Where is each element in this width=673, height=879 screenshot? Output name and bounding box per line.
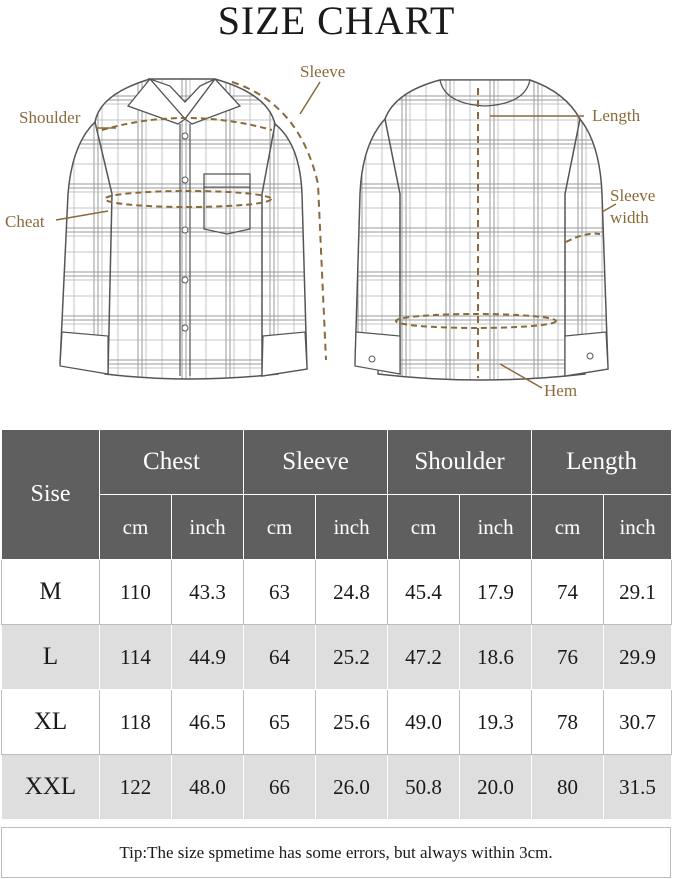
chest-header: Chest	[100, 430, 244, 495]
table-cell: 76	[532, 625, 604, 690]
shirt-diagram	[0, 44, 673, 404]
table-cell: 29.9	[604, 625, 672, 690]
table-cell: 122	[100, 755, 172, 820]
table-cell: 78	[532, 690, 604, 755]
table-cell: 114	[100, 625, 172, 690]
sleeve-header: Sleeve	[244, 430, 388, 495]
table-cell: 31.5	[604, 755, 672, 820]
shoulder-callout: Shoulder	[19, 108, 81, 127]
table-header-row	[2, 430, 672, 495]
table-cell: 19.3	[460, 690, 532, 755]
table-row	[2, 560, 672, 625]
table-cell: 29.1	[604, 560, 672, 625]
chest-callout: Cheat	[5, 212, 45, 231]
table-cell: 74	[532, 560, 604, 625]
size-column-header: Sise	[2, 430, 100, 560]
table-cell: 20.0	[460, 755, 532, 820]
length-callout: Length	[592, 106, 641, 125]
table-cell: 45.4	[388, 560, 460, 625]
unit-header: cm	[100, 495, 172, 560]
table-cell: 30.7	[604, 690, 672, 755]
shoulder-header: Shoulder	[388, 430, 532, 495]
table-row	[2, 625, 672, 690]
unit-header: inch	[316, 495, 388, 560]
table-cell: 46.5	[172, 690, 244, 755]
table-cell: 43.3	[172, 560, 244, 625]
unit-header: inch	[604, 495, 672, 560]
unit-header: cm	[388, 495, 460, 560]
table-cell: 63	[244, 560, 316, 625]
unit-header: cm	[244, 495, 316, 560]
tip-box	[1, 827, 671, 878]
table-cell: 25.6	[316, 690, 388, 755]
table-cell: 80	[532, 755, 604, 820]
unit-header: cm	[532, 495, 604, 560]
table-cell: 49.0	[388, 690, 460, 755]
size-cell: M	[2, 560, 100, 625]
size-cell: L	[2, 625, 100, 690]
tip-text: Tip:The size spmetime has some errors, but always within 3cm.	[119, 842, 553, 862]
shirt-back-drawing	[355, 80, 616, 388]
unit-header: inch	[460, 495, 532, 560]
table-cell: 26.0	[316, 755, 388, 820]
table-cell: 18.6	[460, 625, 532, 690]
table-cell: 17.9	[460, 560, 532, 625]
table-cell: 66	[244, 755, 316, 820]
table-cell: 48.0	[172, 755, 244, 820]
table-unit-row	[2, 495, 672, 560]
table-cell: 24.8	[316, 560, 388, 625]
table-cell: 118	[100, 690, 172, 755]
table-cell: 47.2	[388, 625, 460, 690]
size-table	[1, 429, 672, 820]
sleeve-callout: Sleeve	[300, 62, 346, 81]
table-cell: 110	[100, 560, 172, 625]
table-row	[2, 755, 672, 820]
table-cell: 44.9	[172, 625, 244, 690]
size-cell: XXL	[2, 755, 100, 820]
table-row	[2, 690, 672, 755]
shirt-front-drawing	[56, 79, 326, 379]
size-cell: XL	[2, 690, 100, 755]
table-cell: 25.2	[316, 625, 388, 690]
sleeve-width-callout-line2: width	[610, 208, 649, 227]
hem-callout: Hem	[544, 381, 578, 400]
table-cell: 65	[244, 690, 316, 755]
length-header: Length	[532, 430, 672, 495]
table-cell: 50.8	[388, 755, 460, 820]
unit-header: inch	[172, 495, 244, 560]
table-cell: 64	[244, 625, 316, 690]
page-title: SIZE CHART	[217, 0, 456, 43]
sleeve-width-callout-line1: Sleeve	[610, 186, 656, 205]
